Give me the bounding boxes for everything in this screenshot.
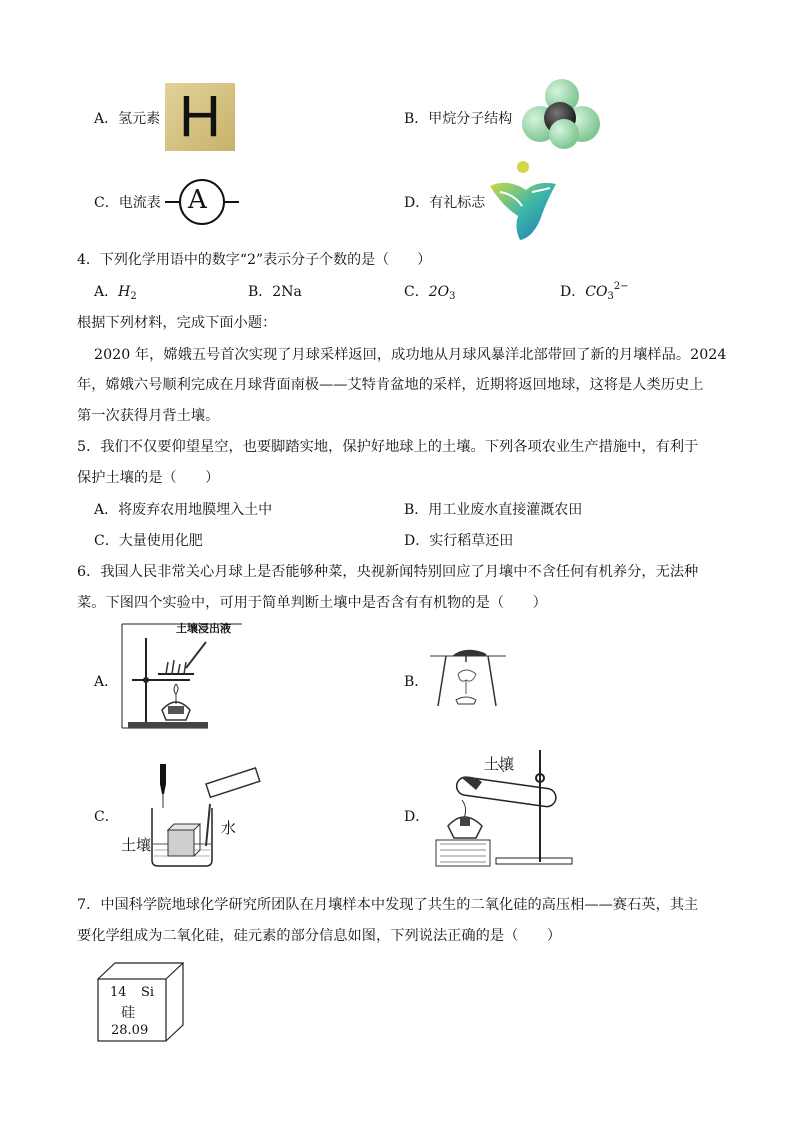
q4-a-sub: 2 [130, 291, 137, 302]
q4-a-base: H [118, 284, 131, 300]
q3-option-d-label: D．有礼标志 [404, 195, 486, 211]
material-intro: 根据下列材料，完成下面小题： [77, 315, 277, 331]
hydrogen-element-card-icon [165, 83, 235, 151]
q4-c-formula [429, 284, 456, 300]
q4-d-sub: 3 [607, 291, 614, 302]
q3-option-a-label: A．氢元素 [94, 111, 161, 127]
silicon-atomic-number: 14 [110, 985, 127, 1000]
beaker-soaking-figure [140, 764, 266, 870]
q3-option-c-label: C．电流表 [94, 195, 161, 211]
q6-option-b-label: B． [404, 674, 429, 690]
q4-d-sup: 2− [613, 281, 629, 292]
q5-option-c: C．大量使用化肥 [94, 533, 203, 549]
hydrogen-symbol: H [179, 84, 221, 149]
q4-stem: 4．下列化学用语中的数字“2”表示分子个数的是（ ） [77, 252, 432, 268]
q5-stem-line-2: 保护土壤的是（ ） [77, 470, 220, 486]
material-line-1: 2020 年，嫦娥五号首次实现了月球采样返回，成功地从月球风暴洋北部带回了新的月壤样品。2024 [94, 347, 727, 363]
q6-option-a-label: A． [94, 674, 119, 690]
q4-c-prefix: C． [404, 284, 429, 300]
methane-molecule-icon [520, 78, 602, 150]
q4-option-a [94, 281, 137, 302]
q4-d-prefix: D． [560, 284, 586, 300]
silicon-symbol: Si [141, 985, 155, 1000]
fig-d-soil-label: 土壤 [484, 755, 515, 773]
ammeter-letter: A [188, 185, 207, 215]
q7-stem-line-2: 要化学组成为二氧化硅，硅元素的部分信息如图，下列说法正确的是（ ） [77, 928, 562, 944]
evaporation-apparatus-figure [122, 624, 242, 732]
q6-stem-line-1: 6．我国人民非常关心月球上是否能够种菜，央视新闻特别回应了月壤中不含任何有机养分，无法种 [77, 564, 699, 580]
q4-d-formula [585, 281, 629, 302]
silicon-name: 硅 [121, 1005, 135, 1021]
q4-d-base: CO [585, 284, 608, 300]
material-line-3: 第一次获得月背土壤。 [77, 408, 220, 424]
fig-c-soil-label: 土壤 [121, 836, 152, 854]
q5-stem-line-1: 5．我们不仅要仰望星空，也要脚踏实地，保护好地球上的土壤。下列各项农业生产措施中，有利于 [77, 439, 699, 455]
q4-a-prefix: A． [94, 284, 119, 300]
q4-c-base: 2O [428, 284, 450, 300]
fig-c-water-label: 水 [221, 819, 237, 837]
material-line-2: 年，嫦娥六号顺利完成在月球背面南极——艾特肯盆地的采样，近期将返回地球，这将是人类历史上 [77, 377, 704, 393]
q4-option-b: B．2Na [248, 284, 302, 300]
q7-stem-line-1: 7．中国科学院地球化学研究所团队在月壤样本中发现了共生的二氧化硅的高压相——赛石英，其主 [77, 897, 699, 913]
q4-option-c [404, 281, 455, 302]
silicon-atomic-mass: 28.09 [111, 1023, 149, 1038]
q4-a-formula [118, 284, 137, 300]
q5-option-b: B．用工业废水直接灌溉农田 [404, 502, 583, 518]
q5-option-a: A．将废弃农用地膜埋入土中 [94, 502, 273, 518]
q3-option-b-label: B．甲烷分子结构 [404, 111, 513, 127]
q6-option-c-label: C． [94, 809, 119, 825]
q5-option-d: D．实行稻草还田 [404, 533, 514, 549]
q6-option-d-label: D． [404, 809, 430, 825]
q4-option-d [560, 281, 629, 302]
q6-stem-line-2: 菜。下图四个实验中，可用于简单判断土壤中是否含有有机物的是（ ） [77, 595, 547, 611]
tripod-heating-figure [430, 644, 508, 712]
courtesy-logo-icon [488, 158, 560, 242]
fig-a-soil-extract-label: 土壤浸出液 [176, 622, 231, 635]
q4-c-sub: 3 [449, 291, 456, 302]
